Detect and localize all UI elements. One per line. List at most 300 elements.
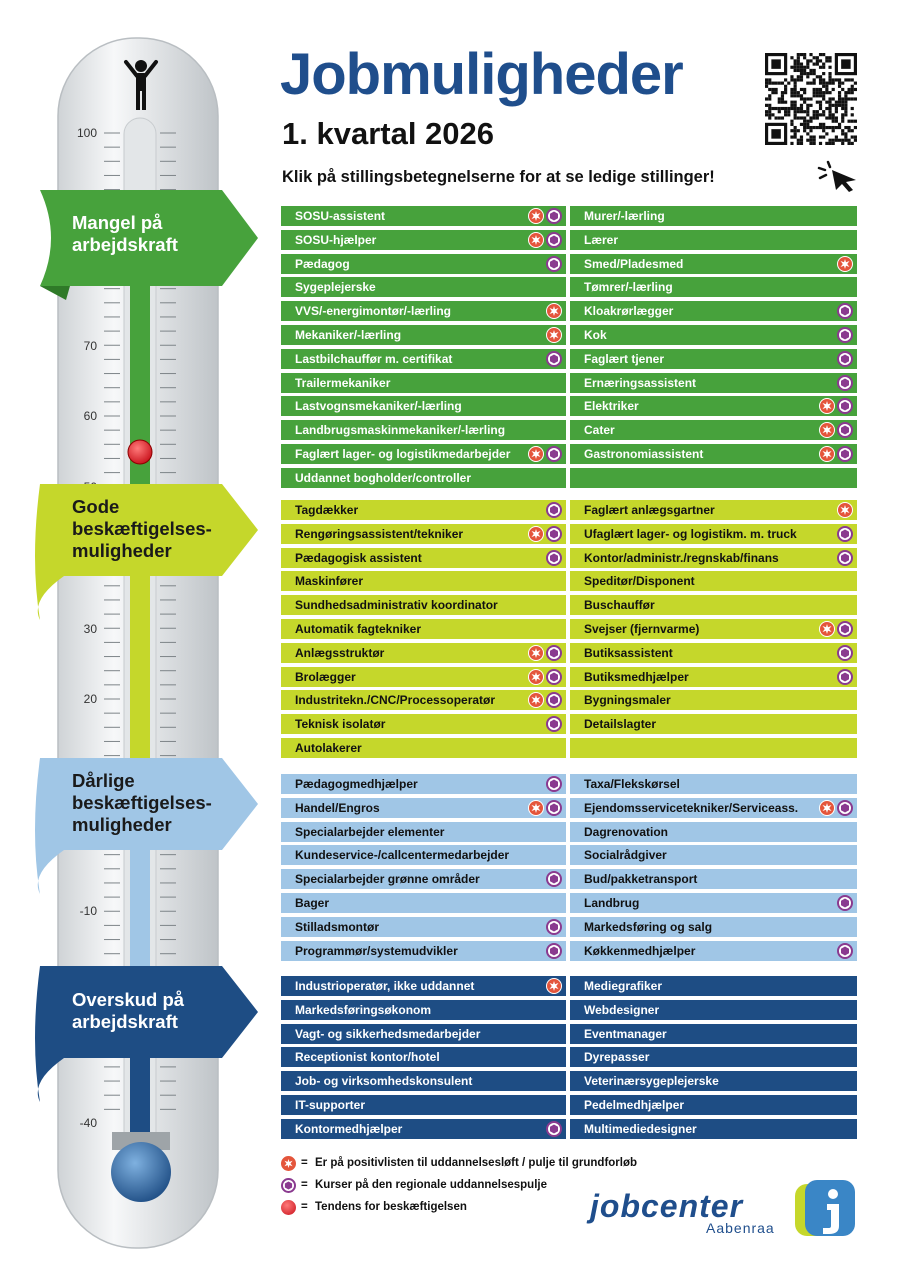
job-link[interactable] <box>570 420 857 440</box>
qr-module <box>819 142 822 145</box>
badges <box>546 327 562 343</box>
qr-module <box>781 101 784 104</box>
qr-module <box>809 129 812 132</box>
qr-module <box>784 85 787 88</box>
qr-module <box>816 63 819 66</box>
hexagon-badge-icon <box>837 943 853 959</box>
banner-label: Mangel på <box>72 212 163 233</box>
qr-module <box>775 116 778 119</box>
scale-label: 70 <box>83 339 97 353</box>
banner-label: beskæftigelses- <box>72 518 212 539</box>
qr-module <box>800 110 803 113</box>
qr-module <box>844 139 847 142</box>
job-title: Markedsføring og salg <box>584 919 713 934</box>
qr-module <box>825 88 828 91</box>
qr-module <box>825 59 828 62</box>
job-title: Lærer <box>584 232 619 247</box>
qr-module <box>828 142 831 145</box>
job-link[interactable] <box>281 373 566 393</box>
star-badge-icon <box>528 645 544 661</box>
qr-module <box>778 101 781 104</box>
job-link[interactable] <box>281 822 566 842</box>
qr-module <box>809 82 812 85</box>
star-badge-icon <box>837 256 853 272</box>
star-badge-icon <box>281 1156 296 1171</box>
qr-module <box>816 116 819 119</box>
job-link[interactable] <box>281 917 566 937</box>
qr-module <box>844 94 847 97</box>
qr-module <box>765 104 768 107</box>
qr-module <box>778 116 781 119</box>
qr-module <box>832 97 835 100</box>
job-link[interactable] <box>281 1071 566 1091</box>
qr-module <box>809 53 812 56</box>
job-link[interactable] <box>281 690 566 710</box>
qr-module <box>800 69 803 72</box>
qr-module <box>768 113 771 116</box>
job-link[interactable] <box>281 845 566 865</box>
job-link[interactable] <box>570 571 857 591</box>
qr-module <box>781 116 784 119</box>
job-link[interactable] <box>281 893 566 913</box>
job-link[interactable] <box>281 500 566 520</box>
qr-module <box>787 113 790 116</box>
hexagon-badge-icon <box>546 645 562 661</box>
qr-module <box>822 129 825 132</box>
hexagon-badge-icon <box>837 645 853 661</box>
qr-finder <box>841 59 851 69</box>
legend-text: Er på positivlisten til uddannelsesløft / pulje til grundforløb <box>315 1157 638 1169</box>
qr-module <box>800 53 803 56</box>
qr-module <box>794 69 797 72</box>
qr-module <box>790 56 793 59</box>
badges <box>528 232 562 248</box>
qr-module <box>822 110 825 113</box>
star-badge-icon <box>546 327 562 343</box>
job-link[interactable] <box>570 714 857 734</box>
qr-module <box>838 91 841 94</box>
banner-label: muligheder <box>72 814 172 835</box>
job-link[interactable] <box>281 325 566 345</box>
job-link[interactable] <box>281 738 566 758</box>
job-title: Specialarbejder grønne områder <box>295 872 480 887</box>
qr-module <box>828 78 831 81</box>
qr-module <box>819 66 822 69</box>
badges <box>528 446 562 462</box>
thermometer-bulb <box>111 1142 171 1202</box>
job-link[interactable] <box>281 714 566 734</box>
badges <box>528 526 562 542</box>
qr-module <box>828 75 831 78</box>
job-title: Butiksassistent <box>584 645 673 660</box>
job-link[interactable] <box>570 595 857 615</box>
job-link[interactable] <box>570 917 857 937</box>
badges <box>837 943 853 959</box>
job-link[interactable] <box>570 798 857 818</box>
qr-module <box>844 107 847 110</box>
job-link[interactable] <box>570 941 857 961</box>
qr-module <box>803 88 806 91</box>
job-link[interactable] <box>281 798 566 818</box>
job-link[interactable] <box>570 1119 857 1139</box>
qr-module <box>851 142 854 145</box>
qr-module <box>790 123 793 126</box>
qr-module <box>813 135 816 138</box>
qr-module <box>775 91 778 94</box>
job-link[interactable] <box>570 548 857 568</box>
badges <box>528 692 562 708</box>
qr-module <box>854 97 857 100</box>
qr-module <box>822 91 825 94</box>
job-link[interactable] <box>281 548 566 568</box>
job-link[interactable] <box>570 301 857 321</box>
qr-module <box>794 91 797 94</box>
job-link[interactable] <box>281 468 566 488</box>
job-title: Industritekn./CNC/Processoperatør <box>295 693 496 708</box>
job-link[interactable] <box>281 349 566 369</box>
qr-module <box>844 110 847 113</box>
badges <box>819 621 853 637</box>
qr-module <box>816 126 819 129</box>
hexagon-badge-icon <box>837 422 853 438</box>
qr-module <box>794 101 797 104</box>
qr-module <box>841 132 844 135</box>
job-link[interactable] <box>570 619 857 639</box>
qr-module <box>851 97 854 100</box>
qr-module <box>841 113 844 116</box>
job-link[interactable] <box>281 571 566 591</box>
qr-module <box>806 120 809 123</box>
qr-module <box>778 107 781 110</box>
job-title: Autolakerer <box>295 741 362 755</box>
banner-label: arbejdskraft <box>72 1011 178 1032</box>
badges <box>837 327 853 343</box>
qr-module <box>794 82 797 85</box>
qr-module <box>790 104 793 107</box>
job-title: Kloakrørlægger <box>584 304 674 319</box>
qr-module <box>781 91 784 94</box>
star-badge-icon <box>546 978 562 994</box>
job-link[interactable] <box>281 254 566 274</box>
qr-module <box>844 126 847 129</box>
job-link[interactable] <box>570 1071 857 1091</box>
scale-label: -40 <box>79 1116 97 1130</box>
job-link[interactable] <box>281 1095 566 1115</box>
qr-module <box>841 107 844 110</box>
qr-module <box>768 107 771 110</box>
job-link[interactable] <box>281 1000 566 1020</box>
job-link[interactable] <box>570 373 857 393</box>
job-title: Ernæringsassistent <box>584 375 697 390</box>
qr-module <box>822 63 825 66</box>
qr-module <box>819 104 822 107</box>
hexagon-badge-icon <box>546 526 562 542</box>
job-title: Stilladsmontør <box>295 919 380 934</box>
job-title: Faglært tjener <box>584 351 665 366</box>
job-link[interactable] <box>570 976 857 996</box>
qr-module <box>806 110 809 113</box>
qr-module <box>847 97 850 100</box>
qr-module <box>797 129 800 132</box>
qr-code-icon[interactable] <box>765 53 857 145</box>
qr-module <box>816 91 819 94</box>
job-link[interactable] <box>570 325 857 345</box>
job-link[interactable] <box>281 206 566 226</box>
job-title: Ufaglært lager- og logistikm. m. truck <box>584 526 797 541</box>
job-link[interactable] <box>281 524 566 544</box>
page-title: Jobmuligheder <box>280 42 683 107</box>
qr-module <box>841 101 844 104</box>
qr-module <box>832 104 835 107</box>
badges <box>546 550 562 566</box>
qr-module <box>838 94 841 97</box>
qr-module <box>825 132 828 135</box>
qr-module <box>790 66 793 69</box>
qr-module <box>835 120 838 123</box>
qr-module <box>800 78 803 81</box>
job-link[interactable] <box>570 667 857 687</box>
job-link[interactable] <box>281 444 566 464</box>
qr-module <box>813 82 816 85</box>
job-title: Smed/Pladesmed <box>584 256 684 271</box>
job-link[interactable] <box>570 1047 857 1067</box>
qr-module <box>816 56 819 59</box>
qr-module <box>841 104 844 107</box>
qr-module <box>847 142 850 145</box>
qr-module <box>854 82 857 85</box>
qr-module <box>797 116 800 119</box>
job-link[interactable] <box>281 1047 566 1067</box>
job-link[interactable] <box>570 206 857 226</box>
badges <box>546 303 562 319</box>
job-title: Cater <box>584 423 615 438</box>
job-title: Industrioperatør, ikke uddannet <box>295 979 475 993</box>
job-title: Job- og virksomhedskonsulent <box>295 1074 473 1089</box>
job-link[interactable] <box>281 774 566 794</box>
job-link[interactable] <box>281 301 566 321</box>
job-link[interactable] <box>281 619 566 639</box>
qr-module <box>806 72 809 75</box>
qr-module <box>819 91 822 94</box>
job-link[interactable] <box>570 500 857 520</box>
qr-module <box>847 88 850 91</box>
qr-module <box>819 126 822 129</box>
qr-module <box>800 72 803 75</box>
job-title: Uddannet bogholder/controller <box>295 470 471 485</box>
qr-module <box>797 69 800 72</box>
qr-module <box>813 94 816 97</box>
qr-module <box>800 135 803 138</box>
job-link[interactable] <box>570 444 857 464</box>
job-link[interactable] <box>281 1119 566 1139</box>
qr-module <box>841 116 844 119</box>
job-link[interactable] <box>570 524 857 544</box>
qr-module <box>825 126 828 129</box>
qr-module <box>851 91 854 94</box>
job-link[interactable] <box>570 349 857 369</box>
qr-module <box>828 97 831 100</box>
job-title: Butiksmedhjælper <box>584 669 689 684</box>
hexagon-badge-icon <box>546 692 562 708</box>
badges <box>819 422 853 438</box>
qr-module <box>813 69 816 72</box>
job-link[interactable] <box>281 277 566 297</box>
job-link[interactable] <box>570 869 857 889</box>
badges <box>819 446 853 462</box>
qr-module <box>775 88 778 91</box>
qr-module <box>806 107 809 110</box>
job-link[interactable] <box>570 277 857 297</box>
job-link[interactable] <box>570 822 857 842</box>
qr-module <box>800 139 803 142</box>
star-badge-icon <box>528 208 544 224</box>
job-link[interactable] <box>281 420 566 440</box>
banner-label: Overskud på <box>72 989 185 1010</box>
job-title: Multimediedesigner <box>584 1121 697 1136</box>
job-link[interactable] <box>281 643 566 663</box>
qr-module <box>844 101 847 104</box>
qr-module <box>828 72 831 75</box>
qr-module <box>851 78 854 81</box>
qr-module <box>809 72 812 75</box>
job-title: Kontormedhjælper <box>295 1121 403 1136</box>
badges <box>546 502 562 518</box>
qr-module <box>813 142 816 145</box>
job-link[interactable] <box>281 230 566 250</box>
badges <box>837 375 853 391</box>
job-link[interactable] <box>570 774 857 794</box>
qr-module <box>841 88 844 91</box>
qr-module <box>794 135 797 138</box>
qr-module <box>816 113 819 116</box>
qr-module <box>806 97 809 100</box>
qr-module <box>844 97 847 100</box>
job-link[interactable] <box>281 976 566 996</box>
qr-module <box>832 88 835 91</box>
trend-marker-icon <box>128 440 152 464</box>
qr-module <box>790 75 793 78</box>
qr-module <box>838 101 841 104</box>
qr-module <box>838 139 841 142</box>
job-title: Mediegrafiker <box>584 979 663 993</box>
job-title: IT-supporter <box>295 1098 366 1112</box>
qr-module <box>813 88 816 91</box>
job-link[interactable] <box>281 1024 566 1044</box>
qr-module <box>771 88 774 91</box>
qr-module <box>803 129 806 132</box>
qr-module <box>813 116 816 119</box>
job-link[interactable] <box>570 230 857 250</box>
hexagon-badge-icon <box>837 800 853 816</box>
star-badge-icon <box>819 398 835 414</box>
qr-module <box>813 91 816 94</box>
qr-module <box>838 123 841 126</box>
qr-module <box>819 88 822 91</box>
qr-module <box>813 126 816 129</box>
qr-module <box>794 59 797 62</box>
job-link[interactable] <box>570 1095 857 1115</box>
star-badge-icon <box>546 303 562 319</box>
qr-module <box>809 120 812 123</box>
qr-module <box>825 91 828 94</box>
job-link[interactable] <box>570 893 857 913</box>
job-title: Mekaniker/-lærling <box>295 328 402 342</box>
job-title: Speditør/Disponent <box>584 574 695 589</box>
qr-module <box>832 126 835 129</box>
qr-module <box>803 123 806 126</box>
qr-module <box>828 139 831 142</box>
job-link[interactable] <box>281 667 566 687</box>
qr-module <box>822 97 825 100</box>
job-link[interactable] <box>570 690 857 710</box>
qr-module <box>841 97 844 100</box>
qr-module <box>813 63 816 66</box>
qr-module <box>800 94 803 97</box>
qr-module <box>825 107 828 110</box>
qr-module <box>847 78 850 81</box>
job-title: Landbrugsmaskinmekaniker/-lærling <box>295 423 506 438</box>
job-title: Handel/Engros <box>295 800 380 815</box>
cursor-click-icon <box>816 156 860 192</box>
qr-module <box>800 97 803 100</box>
job-link[interactable] <box>570 1024 857 1044</box>
qr-module <box>832 129 835 132</box>
qr-module <box>847 126 850 129</box>
badges <box>837 502 853 518</box>
qr-module <box>765 113 768 116</box>
job-link[interactable] <box>570 254 857 274</box>
qr-module <box>832 116 835 119</box>
job-link[interactable] <box>570 845 857 865</box>
qr-module <box>803 126 806 129</box>
badges <box>837 645 853 661</box>
qr-module <box>809 116 812 119</box>
job-link[interactable] <box>570 643 857 663</box>
job-link[interactable] <box>281 396 566 416</box>
job-title: Vagt- og sikkerhedsmedarbejder <box>295 1026 481 1041</box>
qr-module <box>854 135 857 138</box>
qr-module <box>797 59 800 62</box>
badges <box>546 716 562 732</box>
hexagon-badge-icon <box>546 943 562 959</box>
qr-module <box>832 78 835 81</box>
qr-module <box>768 78 771 81</box>
legend-text: Kurser på den regionale uddannelsespulje <box>315 1179 547 1191</box>
job-link[interactable] <box>281 941 566 961</box>
star-badge-icon <box>528 232 544 248</box>
qr-module <box>790 101 793 104</box>
qr-module <box>803 72 806 75</box>
qr-module <box>822 53 825 56</box>
job-link[interactable] <box>570 1000 857 1020</box>
red-dot-icon <box>281 1200 296 1215</box>
hexagon-badge-icon <box>546 669 562 685</box>
job-link[interactable] <box>570 396 857 416</box>
star-badge-icon <box>819 422 835 438</box>
qr-module <box>771 91 774 94</box>
qr-module <box>806 75 809 78</box>
qr-module <box>806 63 809 66</box>
qr-module <box>784 101 787 104</box>
job-link[interactable] <box>281 595 566 615</box>
qr-module <box>832 139 835 142</box>
job-title: Veterinærsygeplejerske <box>584 1074 719 1089</box>
job-title: Brolægger <box>295 669 356 684</box>
job-title: Kundeservice-/callcentermedarbejder <box>295 848 510 863</box>
legend-text: Tendens for beskæftigelsen <box>315 1201 467 1213</box>
qr-module <box>806 66 809 69</box>
job-link[interactable] <box>281 869 566 889</box>
